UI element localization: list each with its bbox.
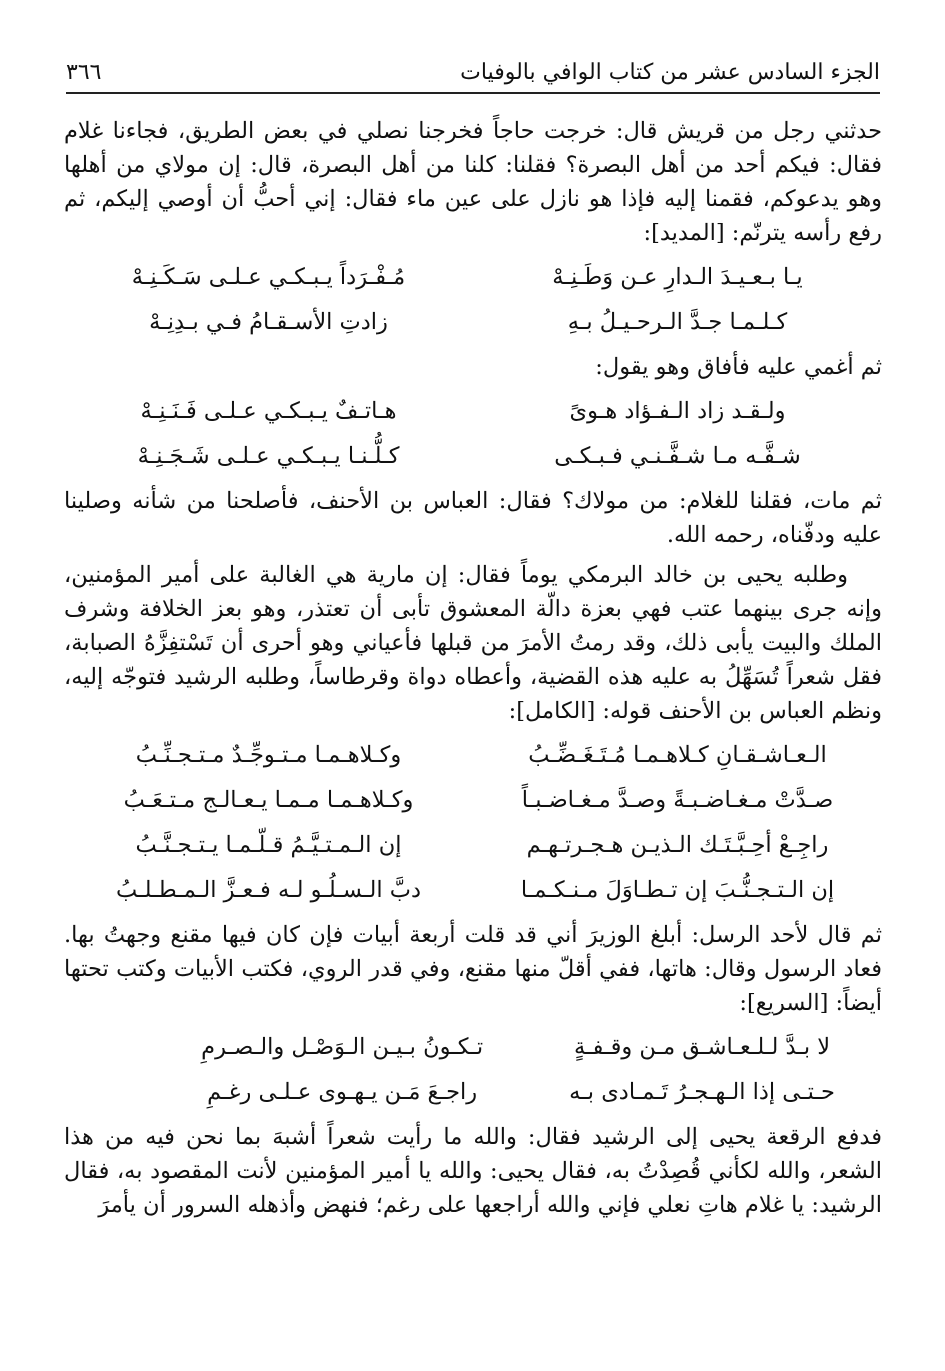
verse-second-hemistich: وكـلاهـمـا مـمـا يـعـالـج مـتـعَـبُ [123, 786, 414, 813]
verse-second-hemistich: هـاتـفٌ يـبـكـي عـلـى فَـنَـنِـهْ [140, 397, 397, 424]
verse-second-hemistich: كـلُّـنـا يـبـكـي عـلـى شَـجَـنِـهْ [137, 442, 400, 469]
poem-al-madid [64, 254, 882, 344]
verse-first-hemistich: حـتـى إذا الـهـجـرُ تَـمـادى بـه [569, 1078, 835, 1105]
verse-line [64, 777, 882, 822]
verse-second-hemistich: إن الـمـتـيَّـمُ قـلّـمـا يـتـجـنَّـبُ [135, 831, 402, 858]
paragraph: ثم قال لأحد الرسل: أبلغ الوزيرَ أني قد قلت أربعة أبيات فإن كان فيها مقنع وجهتُ بها. فعاد الرسول وقال: هاتها، ففي أقلّ منها مقنع، وفي قدر الروي، فكتب الأبيات وكتب تحتها أيضاً: [السريع]: [64, 922, 882, 1016]
verse-second-hemistich: زادتِ الأسـقـامُ فـي بـدِنِـهْ [149, 308, 388, 335]
verse-second-hemistich: تـكـونُ بـيـن الـوَصْـل والـصـرمِ [201, 1033, 484, 1060]
verse-first-hemistich: كـلـمـا جـدَّ الـرحـيـلُ بـهِ [567, 308, 788, 335]
poem-al-sari [64, 1024, 882, 1114]
verse-second-hemistich: راجـعَ مَـن يـهـوى عـلـى رغـمِ [207, 1078, 478, 1105]
paragraph: فدفع الرقعة يحيى إلى الرشيد فقال: والله ما رأيت شعراً أشبهَ بما نحن فيه من هذا الشعر، والله لكأني قُصِدْتُ به، فقال يحيى: والله يا أمير المؤمنين لأنت المقصود به، فقال الرشيد: يا غلام هاتِ نعلي فإني والله أراجعها على رغم؛ فنهض وأذهله السرور أن يأمرَ [64, 1124, 882, 1218]
verse-line [64, 732, 882, 777]
poem-al-kamil [64, 732, 882, 912]
verse-first-hemistich: شـفَّـه مـا شـفَّـنـي فـبـكـى [554, 442, 801, 469]
page-header [66, 52, 880, 94]
verse-second-hemistich: دبَّ الـسـلُـو لـه فـعـزَّ الـمـطـلـبُ [115, 876, 422, 903]
verse-line [64, 1069, 882, 1114]
paragraph: حدثني رجل من قريش قال: خرجت حاجاً فخرجنا نصلي في بعض الطريق، فجاءنا غلام فقال: فيكم أحد من أهل البصرة؟ فقلنا: كلنا من أهل البصرة، قال: إن مولاي من أهلها وهو يدعوكم، فقمنا إليه فإذا هو نازل على عين ماء فقال: إني أحبُّ أن أوصي إليكم، ثم رفع رأسه يترنّم: [المديد]: [64, 118, 882, 246]
verse-line [64, 867, 882, 912]
verse-line [64, 1024, 882, 1069]
verse-line [64, 822, 882, 867]
running-title: الجزء السادس عشر من كتاب الوافي بالوفيات [460, 59, 880, 85]
paragraph: وطلبه يحيى بن خالد البرمكي يوماً فقال: إن مارية هي الغالبة على أمير المؤمنين، وإنه جرى بينهما عتب فهي بعزة دالّة المعشوق تأبى أن تعتذر، وهو بعز الخلافة وشرف الملك والبيت يأبى ذلك، وقد رمتُ الأمرَ من قبلها فأعياني وهو أحرى أن تَسْتفِزَّهُ الصبابة، فقل شعراً تُسَهِّلُ به عليه هذه القضية، وأعطاه دواة وقرطاساً، وطلبه الرشيد فتوجّه إليه، ونظم العباس بن الأحنف قوله: [الكامل]: [64, 562, 882, 724]
verse-line [64, 388, 882, 433]
verse-line [64, 433, 882, 478]
verse-first-hemistich: إن الـتـجـنُّـبَ إن تـطـاوَلَ مـنـكـمـا [520, 876, 835, 903]
page-body [64, 114, 882, 1222]
page-number: ٣٦٦ [66, 59, 102, 85]
paragraph: ثم مات، فقلنا للغلام: من مولاك؟ فقال: العباس بن الأحنف، فأصلحنا من شأنه وصلينا عليه ودفّناه، رحمه الله. [64, 488, 882, 548]
verse-first-hemistich: صـدَّتْ مـغـاضـبـةً وصـدَّ مـغـاضـبـاً [521, 786, 834, 813]
verse-second-hemistich: مُـفْـرَداً يـبـكـي عـلـى سَـكَـنِـهْ [131, 263, 406, 290]
verse-first-hemistich: الـعـاشـقـانِ كـلاهـمـا مُـتَـغَـضِّـبُ [528, 741, 827, 768]
verse-second-hemistich: وكـلاهـمـا مـتـوجِّـدٌ مـتـجـنِّـبُ [135, 741, 402, 768]
verse-first-hemistich: ولـقـد زاد الـفـؤاد هـوىً [569, 397, 786, 424]
verse-line [64, 299, 882, 344]
verse-line [64, 254, 882, 299]
verse-first-hemistich: يـا بـعـيـدَ الـدارِ عـن وَطَـنِـهْ [552, 263, 803, 290]
poem-continuation [64, 388, 882, 478]
verse-first-hemistich: لا بـدَّ لـلـعـاشـق مـن وقـفـةٍ [573, 1033, 831, 1060]
verse-first-hemistich: راجِـعْ أحِـبَّـتَـك الـذيـن هـجـرتـهـم [526, 831, 829, 858]
paragraph: ثم أغمي عليه فأفاق وهو يقول: [595, 354, 882, 380]
